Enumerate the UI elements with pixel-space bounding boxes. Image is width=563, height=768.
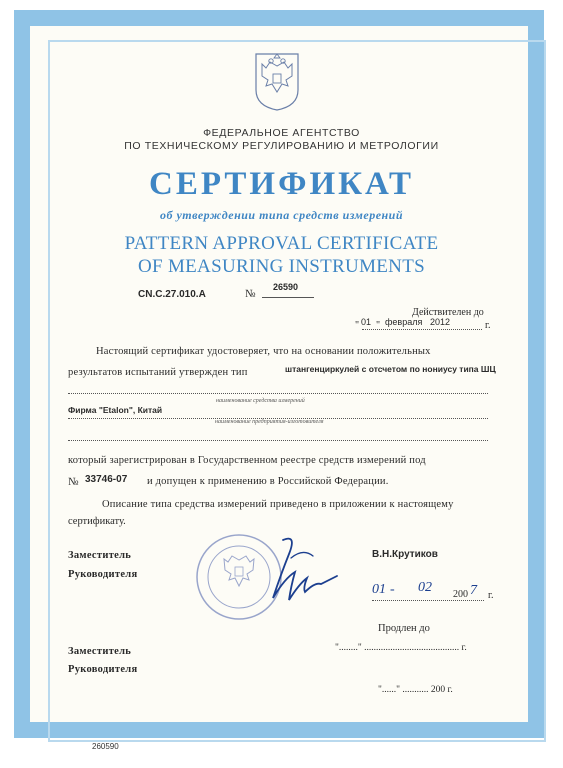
description-line-1: Описание типа средства измерений приведено в приложении к настоящему [102, 499, 454, 510]
signature-date-separator: - [390, 582, 395, 597]
signature-date-suffix: г. [488, 590, 494, 601]
validity-year: 2012 [430, 317, 451, 327]
registry-no-label: № [68, 476, 79, 488]
signature-date-month: 02 [418, 580, 432, 595]
description-line-2: сертификату. [68, 516, 126, 527]
serial-number: 260590 [92, 742, 119, 751]
coat-of-arms-icon [252, 50, 302, 112]
validity-label: Действителен до [412, 307, 484, 318]
extension-title-2: Руководителя [68, 664, 138, 675]
signature-date-year-prefix: 200 [453, 589, 468, 600]
paragraph-1-line-2: результатов испытаний утвержден тип [68, 367, 248, 378]
english-title-1: PATTERN APPROVAL CERTIFICATE [124, 233, 439, 254]
manufacturer-caption: наименование предприятия-изготовителя [215, 419, 324, 425]
certificate-number: 26590 [273, 282, 299, 292]
signature-date-year-suffix: 7 [470, 583, 477, 598]
signer-name: В.Н.Крутиков [372, 549, 438, 560]
registry-rest: и допущен к применению в Российской Федерации. [147, 476, 389, 487]
extension-title-1: Заместитель [68, 646, 132, 657]
manufacturer-name: Фирма "Etalon", Китай [68, 405, 163, 415]
certificate-title: СЕРТИФИКАТ [149, 166, 414, 202]
instrument-name: штангенциркулей с отсчетом по нониусу типа ШЦ [285, 364, 496, 374]
validity-month: февраля [385, 317, 423, 327]
instrument-caption: наименование средства измерений [216, 398, 305, 404]
signature-icon [255, 528, 345, 618]
registry-line: который зарегистрирован в Государственном реестре средств измерений под [68, 455, 426, 466]
validity-open-quote: " [355, 320, 360, 331]
extension-date-line: "........" ........................................ г. [335, 643, 467, 653]
english-title-2: OF MEASURING INSTRUMENTS [138, 256, 425, 277]
signature-date-dots [372, 600, 484, 601]
signature-date-day: 01 [372, 582, 386, 597]
paragraph-1-line-1: Настоящий сертификат удостоверяет, что на основании положительных [96, 346, 431, 357]
number-label: № [245, 288, 256, 300]
signer-title-1: Заместитель [68, 550, 132, 561]
registry-number: 33746-07 [85, 474, 128, 485]
validity-close-quote: " [376, 320, 381, 331]
extension-label: Продлен до [378, 623, 430, 634]
certificate-code: CN.C.27.010.A [138, 289, 206, 300]
extension-date-line-2: "......" ........... 200 г. [378, 685, 453, 695]
agency-line-1: ФЕДЕРАЛЬНОЕ АГЕНТСТВО [203, 127, 360, 139]
certificate-subtitle: об утверждении типа средств измерений [159, 208, 404, 222]
validity-suffix: г. [485, 320, 491, 331]
manufacturer-line-2 [68, 440, 488, 441]
agency-line-2: ПО ТЕХНИЧЕСКОМУ РЕГУЛИРОВАНИЮ И МЕТРОЛОГИИ [124, 140, 439, 152]
validity-day: 01 [361, 317, 372, 327]
number-underline [262, 297, 314, 298]
signer-title-2: Руководителя [68, 569, 138, 580]
instrument-line-2 [68, 393, 488, 394]
validity-dots [362, 329, 482, 330]
